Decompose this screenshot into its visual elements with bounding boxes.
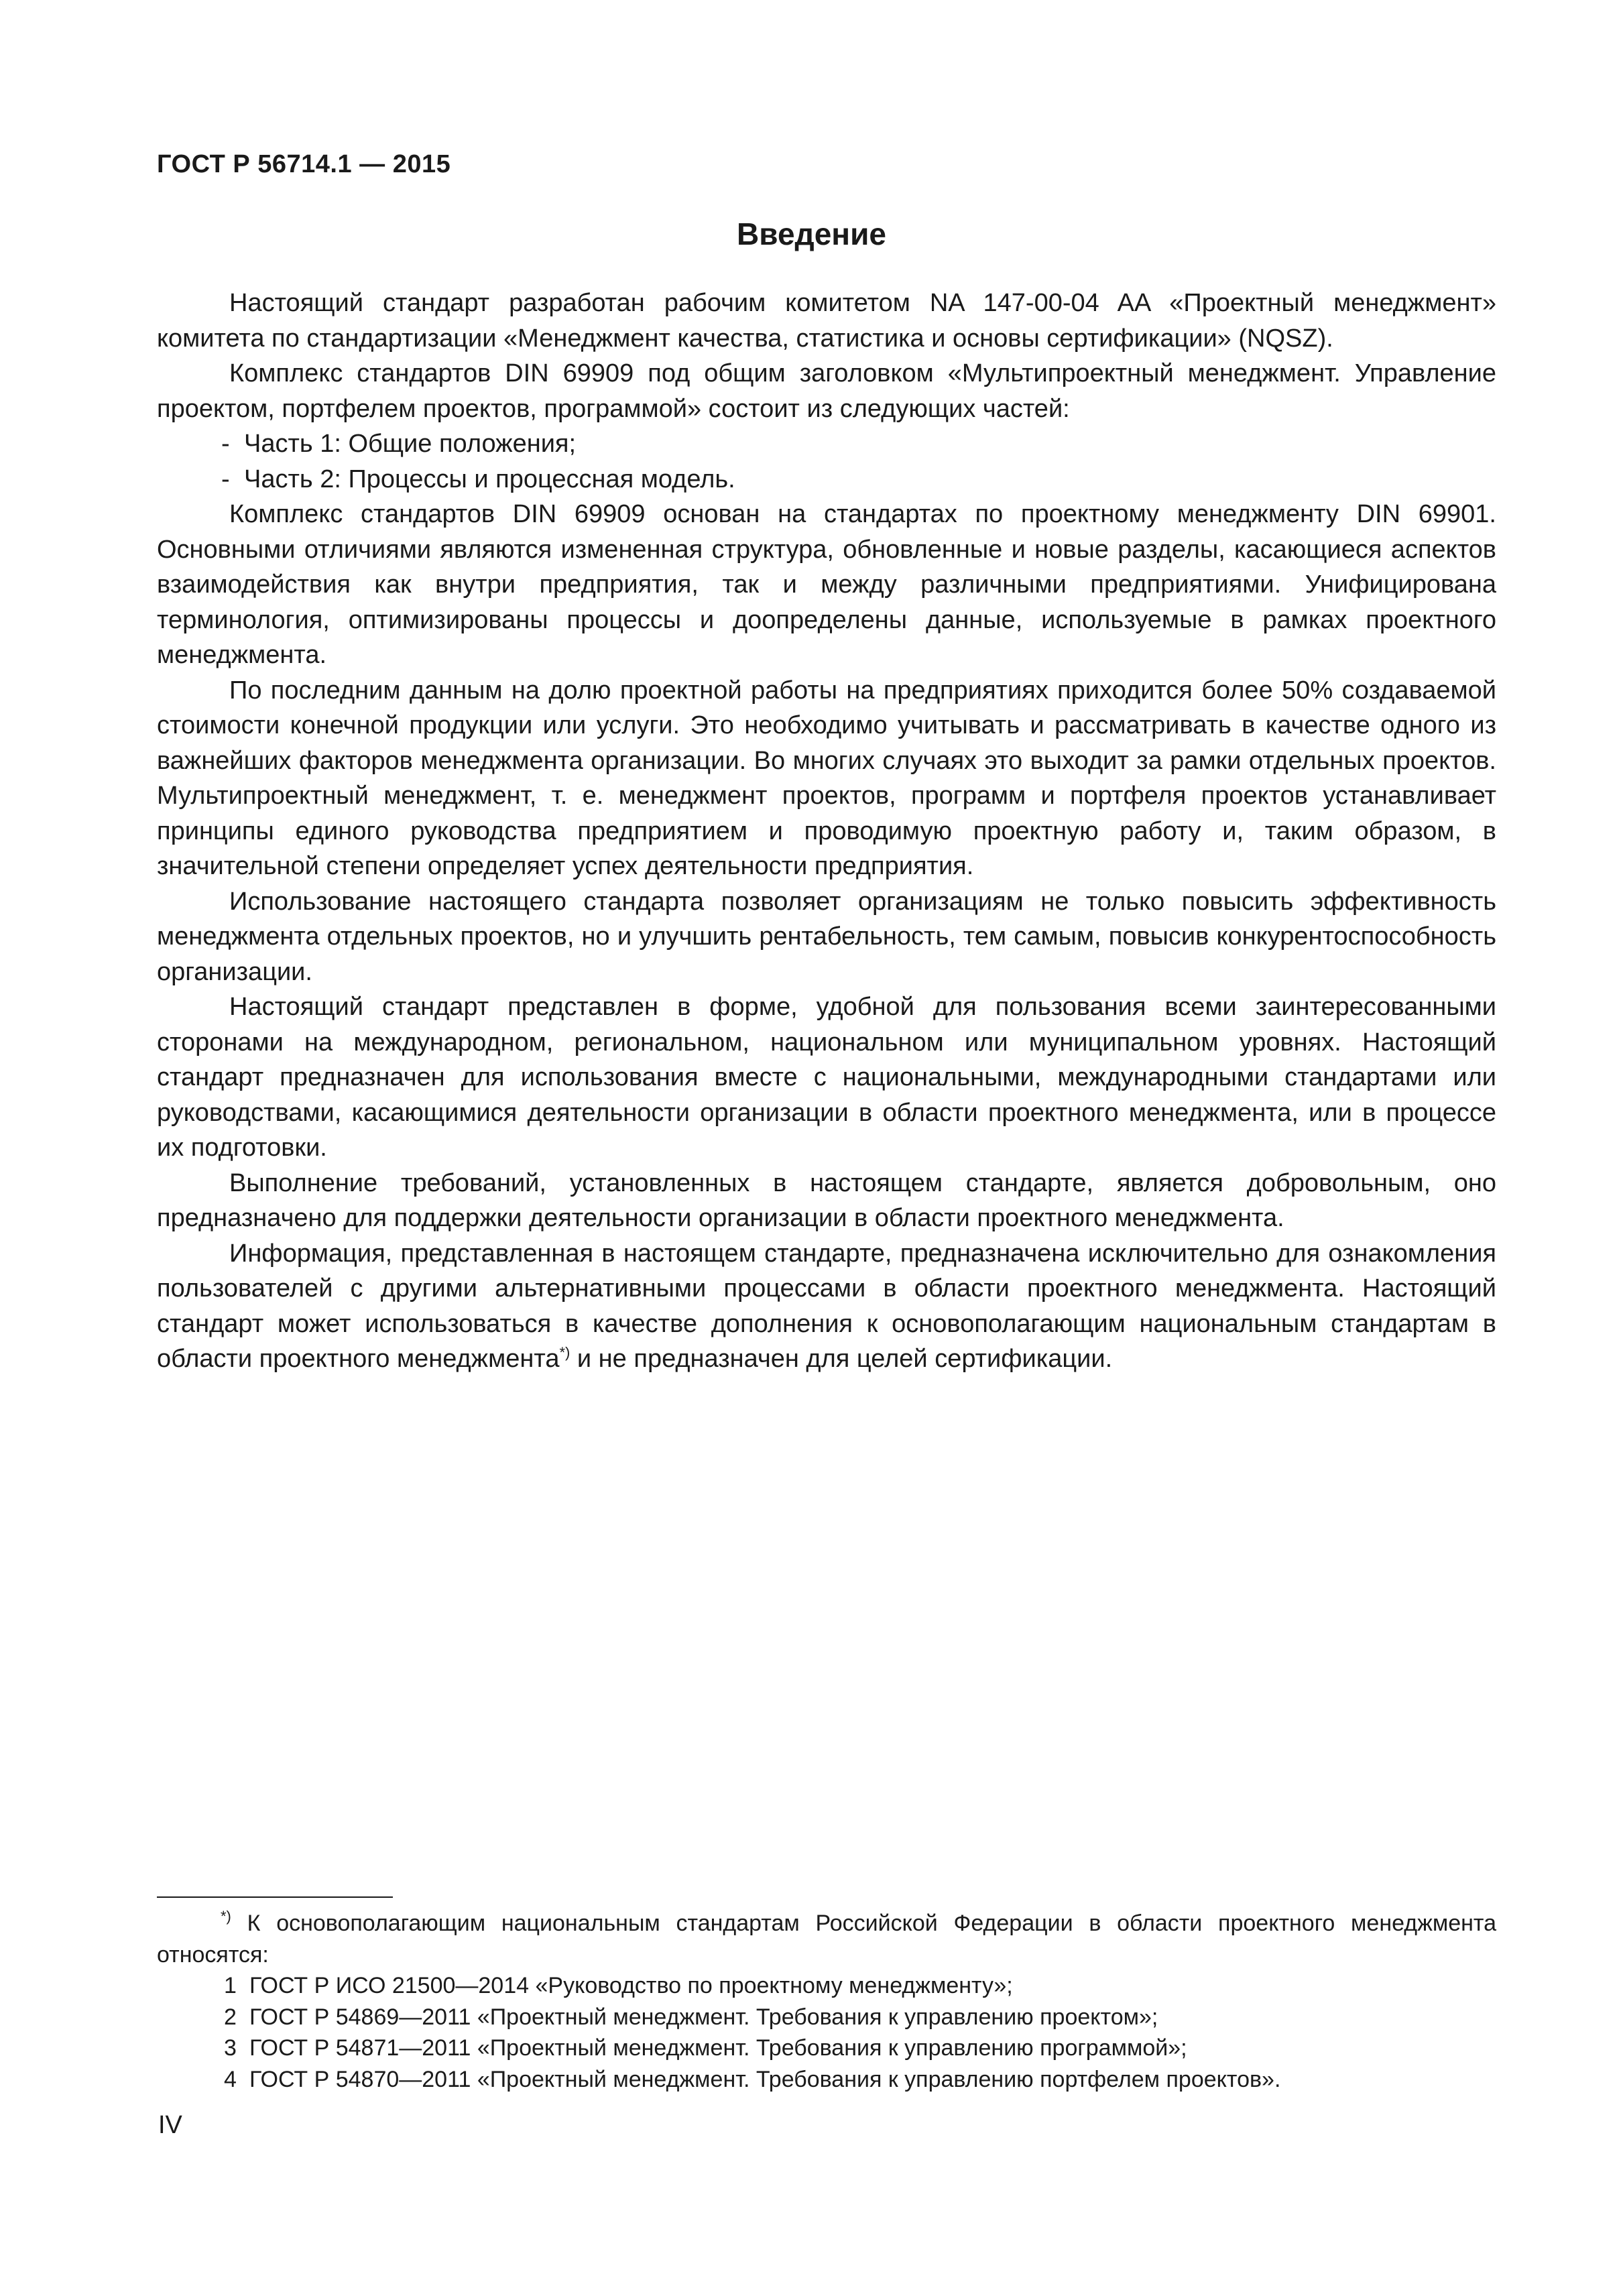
reference-number: 3 [224,2035,237,2061]
footnote-intro [157,1908,1496,1970]
reference-number: 2 [224,2004,237,2030]
footnote-intro-text: К основополагающим национальным стандартам Российской Федерации в области проектного менеджмента относятся: [157,1911,1496,1968]
paragraph: Настоящий стандарт разработан рабочим комитетом NA 147-00-04 AA «Проектный менеджмент» комитета по стандартизации «Менеджмент качества, статистика и основы сертификации» (NQSZ). [157,289,1496,353]
reference-text: ГОСТ Р 54870—2011 «Проектный менеджмент. Требования к управлению портфелем проектов». [249,2066,1281,2092]
introduction-body [157,286,1496,1377]
section-title: Введение [737,217,886,251]
list-item [157,462,1496,497]
paragraph: Настоящий стандарт представлен в форме, удобной для пользования всеми заинтересованными сторонами на международном, региональном, национальном или муниципальном уровнях. Настоящий стандарт предназначен для использования вместе с национальными, международными стандартами или руководствами, касающимися деятельности организации в области проектного менеджмента, или в процессе их подготовки. [157,993,1496,1162]
list-dash: - [221,430,230,458]
footnote-reference[interactable]: *) [559,1344,570,1361]
footnote-separator [157,1896,393,1898]
paragraph-text: Информация, представленная в настоящем стандарте, предназначена исключительно для ознакомления пользователей с другими альтернативными процессами в области проектного менеджмента. Настоящий стандарт может использоваться в качестве дополнения к основополагающим национальным стандартам в области проектного менеджмента [157,1239,1496,1373]
footnote-reference-item [157,2002,1496,2033]
paragraph: Использование настоящего стандарта позволяет организациям не только повысить эффективность менеджмента отдельных проектов, но и улучшить рентабельность, тем самым, повысив конкурентоспособность организации. [157,887,1496,986]
reference-number: 1 [224,1973,237,1998]
reference-text: ГОСТ Р 54869—2011 «Проектный менеджмент. Требования к управлению проектом»; [249,2004,1158,2030]
footnote [157,1908,1496,2095]
footnote-reference-item [157,2033,1496,2064]
footnote-mark: *) [221,1908,231,1925]
reference-text: ГОСТ Р ИСО 21500—2014 «Руководство по проектному менеджменту»; [249,1973,1013,1998]
paragraph-text: и не предназначен для целей сертификации. [570,1345,1113,1373]
list-dash: - [221,465,230,493]
list-item-text: Часть 2: Процессы и процессная модель. [244,465,735,493]
paragraph [157,1236,1496,1377]
footnote-reference-item [157,1970,1496,2002]
footnote-reference-item [157,2064,1496,2096]
reference-text: ГОСТ Р 54871—2011 «Проектный менеджмент. Требования к управлению программой»; [249,2035,1187,2061]
paragraph: Комплекс стандартов DIN 69909 основан на стандартах по проектному менеджменту DIN 69901. Основными отличиями являются измененная структура, обновленные и новые разделы, касающиеся аспектов взаимодействия как внутри предприятия, так и между различными предприятиями. Унифицирована терминология, оптимизированы процессы и доопределены данные, используемые в рамках проектного менеджмента. [157,500,1496,669]
list-item [157,426,1496,462]
paragraph: По последним данным на долю проектной работы на предприятиях приходится более 50% создаваемой стоимости конечной продукции или услуги. Это необходимо учитывать и рассматривать в качестве одного из важнейших факторов менеджмента организации. Во многих случаях это выходит за рамки отдельных проектов. Мультипроектный менеджмент, т. е. менеджмент проектов, программ и портфеля проектов устанавливает принципы единого руководства предприятием и проводимую проектную работу и, таким образом, в значительной степени определяет успех деятельности предприятия. [157,676,1496,880]
reference-number: 4 [224,2066,237,2092]
document-code: ГОСТ Р 56714.1 — 2015 [157,150,451,178]
list-item-text: Часть 1: Общие положения; [244,430,577,458]
paragraph: Комплекс стандартов DIN 69909 под общим заголовком «Мультипроектный менеджмент. Управление проектом, портфелем проектов, программой» состоит из следующих частей: [157,359,1496,423]
paragraph: Выполнение требований, установленных в настоящем стандарте, является добровольным, оно предназначено для поддержки деятельности организации в области проектного менеджмента. [157,1168,1496,1232]
page-number: IV [158,2111,182,2139]
